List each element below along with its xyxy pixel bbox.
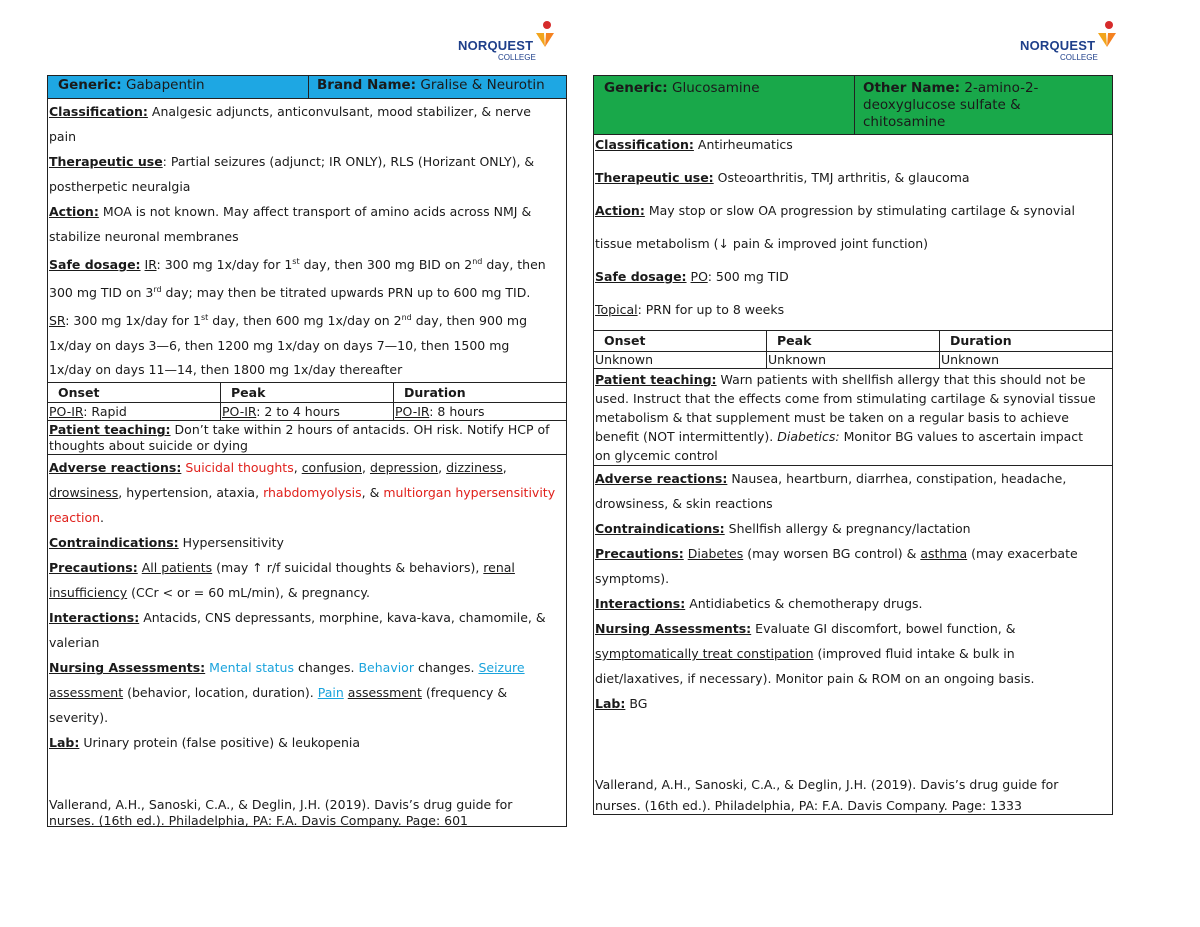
text-line	[48, 199, 566, 224]
text-line: Adverse reactions: Suicidal thoughts, confusion, depression, dizziness,	[49, 460, 507, 476]
text-line	[594, 427, 1112, 446]
text-line	[48, 730, 566, 755]
text-line	[48, 797, 566, 813]
text-span: 1x/day on days 11—14, then 1800 mg 1x/day thereafter	[49, 362, 403, 378]
adverse-section	[48, 455, 566, 530]
text-span: (may exacerbate	[971, 546, 1078, 561]
precautions-section	[594, 541, 1112, 591]
text-span: : 500 mg TID	[707, 269, 789, 284]
text-span: May stop or slow OA progression by stimulating cartilage & synovial	[648, 203, 1075, 218]
text-span: Suicidal thoughts	[185, 460, 294, 476]
text-span: rhabdomyolysis	[263, 485, 362, 501]
text-span: symptoms).	[595, 571, 670, 586]
text-span: reaction	[49, 510, 101, 526]
text-span: day, then	[482, 257, 546, 273]
text-span: Unknown	[766, 352, 939, 368]
text-span: Generic:	[604, 80, 668, 96]
text-line	[594, 641, 1112, 666]
text-line	[48, 422, 566, 438]
text-line	[594, 267, 1112, 287]
text-span: Pain	[317, 685, 344, 701]
norquest-logo-right	[1020, 20, 1120, 64]
logo-subtitle: COLLEGE	[1060, 53, 1098, 62]
text-span: st	[292, 257, 300, 266]
text-span: Patient teaching:	[49, 422, 171, 438]
text-span: valerian	[49, 635, 100, 651]
therapeutic-section	[594, 155, 1112, 188]
interactions-section	[594, 591, 1112, 616]
text-span: Safe dosage:	[595, 269, 687, 284]
text-span: Therapeutic use:	[595, 170, 714, 185]
text-span: nurses. (16th ed.). Philadelphia, PA: F.A. Davis Company. Page: 601	[49, 813, 469, 829]
text-span: Antirheumatics	[697, 137, 793, 152]
text-span: All patients	[141, 560, 213, 576]
text-line	[594, 370, 1112, 389]
logo-subtitle: COLLEGE	[498, 53, 536, 62]
text-span: Classification:	[49, 104, 148, 119]
text-span: diet/laxatives, if necessary). Monitor pain & ROM on an ongoing basis.	[595, 671, 1035, 686]
text-span: (improved fluid intake & bulk in	[817, 646, 1015, 661]
text-span: depression	[369, 460, 439, 476]
text-span: metabolism & that supplement must be taken on a regular basis to achieve	[595, 410, 1069, 425]
text-span: Patient teaching:	[595, 372, 717, 387]
text-span: PO	[690, 269, 708, 284]
text-line	[48, 705, 566, 730]
text-span: Antidiabetics & chemotherapy drugs.	[689, 596, 923, 611]
text-span: Peak	[766, 331, 939, 351]
text-span: symptomatically treat constipation	[595, 646, 814, 661]
text-span: Lab:	[49, 735, 80, 751]
text-line	[48, 480, 566, 505]
text-span: day, then 600 mg 1x/day on 2	[208, 313, 402, 329]
interactions-section	[48, 605, 566, 655]
text-span: : PRN for up to 8 weeks	[637, 302, 785, 317]
text-span: Duration	[939, 331, 1112, 351]
text-span: Action:	[49, 204, 99, 219]
text-span: Warn patients with shellfish allergy that this should not be	[720, 372, 1086, 387]
text-span: Peak	[220, 383, 393, 402]
text-span: SR	[49, 313, 66, 329]
text-span: used. Instruct that the effects come from stimulating cartilage & synovial tissue	[595, 391, 1096, 406]
text-line	[48, 813, 566, 829]
text-span: nd	[472, 257, 483, 266]
text-line	[48, 530, 566, 555]
text-span: changes.	[297, 660, 355, 676]
text-line	[48, 333, 566, 358]
lab-section	[594, 691, 1112, 716]
text-line: reaction.	[49, 510, 105, 526]
text-span: Adverse reactions:	[49, 460, 182, 476]
text-line	[594, 566, 1112, 591]
nursing-section	[594, 616, 1112, 691]
therapeutic-section	[48, 149, 566, 199]
pk-table-header	[48, 383, 566, 402]
generic-name: Glucosamine	[672, 80, 760, 96]
text-span: postherpetic neuralgia	[49, 179, 191, 194]
text-line	[48, 680, 566, 705]
text-span: rd	[153, 285, 162, 295]
text-span: Contraindications:	[49, 535, 179, 551]
text-span: insufficiency	[49, 585, 128, 601]
text-span: nurses. (16th ed.). Philadelphia, PA: F.A. Davis Company. Page: 1333	[595, 798, 1022, 813]
text-span: st	[201, 313, 209, 323]
text-line	[48, 305, 566, 333]
text-line	[594, 234, 1112, 254]
text-span: Generic:	[58, 77, 122, 93]
text-span: : 8 hours	[429, 404, 485, 420]
text-span: stabilize neuronal membranes	[49, 229, 239, 244]
text-span: Brand Name:	[317, 77, 417, 93]
logo-mark-icon	[1094, 20, 1120, 50]
text-span: Contraindications:	[595, 521, 725, 536]
logo-mark-icon	[532, 20, 558, 50]
other-name-cell	[854, 76, 1112, 134]
text-line	[48, 555, 566, 580]
text-span: Behavior	[358, 660, 414, 676]
text-span: (frequency &	[425, 685, 508, 701]
text-span: Adverse reactions:	[595, 471, 728, 486]
text-span: Vallerand, A.H., Sanoski, C.A., & Deglin, J.H. (2019). Davis’s drug guide for	[595, 777, 1059, 792]
text-line	[48, 99, 566, 124]
text-span: on glycemic control	[595, 448, 718, 463]
text-span: 1x/day on days 3—6, then 1200 mg 1x/day on days 7—10, then 1500 mg	[49, 338, 510, 354]
text-span: Topical	[595, 302, 638, 317]
text-line	[594, 201, 1112, 221]
text-span: Evaluate GI discomfort, bowel function, &	[755, 621, 1016, 636]
other-name: 2-amino-2-	[964, 80, 1039, 96]
text-span: deoxyglucose sulfate &	[863, 97, 1021, 113]
text-line	[48, 605, 566, 630]
text-line	[48, 149, 566, 174]
text-line	[594, 666, 1112, 691]
text-span: Onset	[604, 333, 646, 348]
text-span: Antacids, CNS depressants, morphine, kava-kava, chamomile, &	[143, 610, 546, 626]
text-span: Analgesic adjuncts, anticonvulsant, mood stabilizer, & nerve	[151, 104, 531, 119]
text-line	[594, 446, 1112, 465]
pk-table	[48, 382, 566, 421]
lab-section	[48, 730, 566, 755]
text-span: Classification:	[595, 137, 694, 152]
drug-card-glucosamine	[593, 75, 1113, 815]
text-span: : 2 to 4 hours	[256, 404, 340, 420]
text-span: Diabetics:	[777, 429, 840, 444]
text-span: (may ↑ r/f suicidal thoughts & behaviors),	[216, 560, 480, 576]
text-span: 300 mg TID on 3	[49, 285, 154, 301]
text-span: Interactions:	[595, 596, 686, 611]
text-line	[594, 616, 1112, 641]
text-span: day, then 900 mg	[411, 313, 527, 329]
dosage-section	[48, 249, 566, 382]
text-span: Vallerand, A.H., Sanoski, C.A., & Deglin, J.H. (2019). Davis’s drug guide for	[49, 797, 513, 813]
generic-cell	[594, 76, 854, 134]
text-span: changes.	[417, 660, 475, 676]
text-line	[594, 389, 1112, 408]
logo-wordmark: NORQUEST	[458, 38, 534, 53]
text-span: Other Name:	[863, 80, 961, 96]
text-span: Onset	[58, 385, 100, 401]
text-line	[48, 249, 566, 277]
text-span: severity).	[49, 710, 109, 726]
text-span: confusion	[301, 460, 363, 476]
teaching-section	[594, 369, 1112, 466]
text-span: : 300 mg 1x/day for 1	[65, 313, 201, 329]
text-span: PO-IR	[222, 404, 257, 420]
text-line	[594, 491, 1112, 516]
generic-name: Gabapentin	[126, 77, 205, 93]
text-span: benefit (NOT intermittently).	[595, 429, 774, 444]
text-span: : 300 mg 1x/day for 1	[156, 257, 293, 273]
text-span: Nursing Assessments:	[595, 621, 752, 636]
adverse-section	[594, 466, 1112, 516]
text-line	[594, 168, 1112, 188]
card-header	[48, 76, 566, 99]
text-span: (may worsen BG control) &	[747, 546, 917, 561]
text-span: Precautions:	[595, 546, 684, 561]
text-line	[594, 135, 1112, 155]
text-span: nd	[401, 313, 412, 323]
logo-wordmark: NORQUEST	[1020, 38, 1096, 53]
text-line	[594, 774, 1112, 795]
text-line	[48, 655, 566, 680]
text-span: Duration	[393, 383, 566, 402]
text-span: day; may then be titrated upwards PRN up to 600 mg TID.	[161, 285, 531, 301]
text-span: PO-IR	[395, 404, 430, 420]
pk-table-row	[48, 402, 566, 420]
text-span: , &	[361, 485, 380, 501]
text-span: Seizure	[478, 660, 525, 676]
text-span: Hypersensitivity	[182, 535, 284, 551]
dosage-section	[594, 254, 1112, 320]
pk-table	[594, 330, 1112, 369]
contraindications-section	[48, 530, 566, 555]
brand-name: Gralise & Neurotin	[420, 77, 545, 93]
text-line	[594, 591, 1112, 616]
text-span: day, then 300 mg BID on 2	[299, 257, 473, 273]
text-span: Lab:	[595, 696, 626, 711]
text-line	[594, 300, 1112, 320]
reference-section	[594, 774, 1112, 816]
text-span: chitosamine	[863, 114, 946, 130]
contraindications-section	[594, 516, 1112, 541]
text-span: Urinary protein (false positive) & leukopenia	[83, 735, 360, 751]
text-span: MOA is not known. May affect transport of amino acids across NMJ &	[102, 204, 532, 219]
text-span: Nursing Assessments:	[49, 660, 206, 676]
text-span: (behavior, location, duration).	[127, 685, 314, 701]
text-span: dizziness	[446, 460, 503, 476]
drug-card-gabapentin	[47, 75, 567, 827]
text-span: Mental status	[209, 660, 294, 676]
classification-section	[48, 99, 566, 149]
pk-table-row	[594, 351, 1112, 368]
text-span: renal	[483, 560, 515, 576]
text-line	[48, 174, 566, 199]
text-span: Diabetes	[687, 546, 744, 561]
text-span: Unknown	[595, 352, 654, 367]
text-span: drowsiness, & skin reactions	[595, 496, 773, 511]
text-span: multiorgan hypersensitivity	[383, 485, 556, 501]
text-span: : Partial seizures (adjunct; IR ONLY), RLS (Horizant ONLY), &	[162, 154, 535, 169]
text-span: pain	[49, 129, 76, 144]
text-span: IR	[144, 257, 157, 273]
precautions-section	[48, 555, 566, 605]
card-header	[594, 76, 1112, 135]
classification-section	[594, 135, 1112, 155]
text-span: Unknown	[939, 352, 1112, 368]
text-span: PO-IR	[49, 404, 84, 420]
text-line	[48, 630, 566, 655]
text-line	[594, 516, 1112, 541]
text-span: Precautions:	[49, 560, 138, 576]
text-span: Monitor BG values to ascertain impact	[843, 429, 1084, 444]
text-line	[594, 466, 1112, 491]
text-span: Osteoarthritis, TMJ arthritis, & glaucoma	[717, 170, 970, 185]
text-line	[594, 691, 1112, 716]
text-span: Safe dosage:	[49, 257, 141, 273]
text-span: Don’t take within 2 hours of antacids. OH risk. Notify HCP of	[174, 422, 550, 438]
text-span: asthma	[920, 546, 968, 561]
text-span: tissue metabolism (↓ pain & improved joint function)	[595, 236, 929, 251]
text-line	[594, 408, 1112, 427]
teaching-section	[48, 421, 566, 455]
text-span: , hypertension, ataxia,	[118, 485, 260, 501]
text-line	[48, 580, 566, 605]
pk-table-header	[594, 331, 1112, 351]
text-line	[48, 277, 566, 305]
text-span: : Rapid	[83, 404, 127, 420]
text-line	[48, 438, 566, 454]
reference-section	[48, 797, 566, 829]
text-span: Interactions:	[49, 610, 140, 626]
text-line	[48, 358, 566, 382]
generic-cell	[48, 76, 308, 98]
text-span: (CCr < or = 60 mL/min), & pregnancy.	[131, 585, 370, 601]
text-span: assessment	[347, 685, 422, 701]
action-section	[48, 199, 566, 249]
nursing-section	[48, 655, 566, 730]
text-span: BG	[629, 696, 648, 711]
text-span: Shellfish allergy & pregnancy/lactation	[728, 521, 971, 536]
text-span: Nausea, heartburn, diarrhea, constipation, headache,	[731, 471, 1067, 486]
text-line	[594, 795, 1112, 816]
text-span: Therapeutic use	[49, 154, 163, 169]
brand-name-cell	[308, 76, 566, 98]
text-span: assessment	[49, 685, 124, 701]
action-section	[594, 188, 1112, 254]
text-span: thoughts about suicide or dying	[49, 438, 248, 454]
text-line	[48, 124, 566, 149]
norquest-logo-left	[458, 20, 558, 64]
text-span: drowsiness	[49, 485, 119, 501]
text-line	[594, 541, 1112, 566]
text-span: Action:	[595, 203, 645, 218]
text-line	[48, 224, 566, 249]
